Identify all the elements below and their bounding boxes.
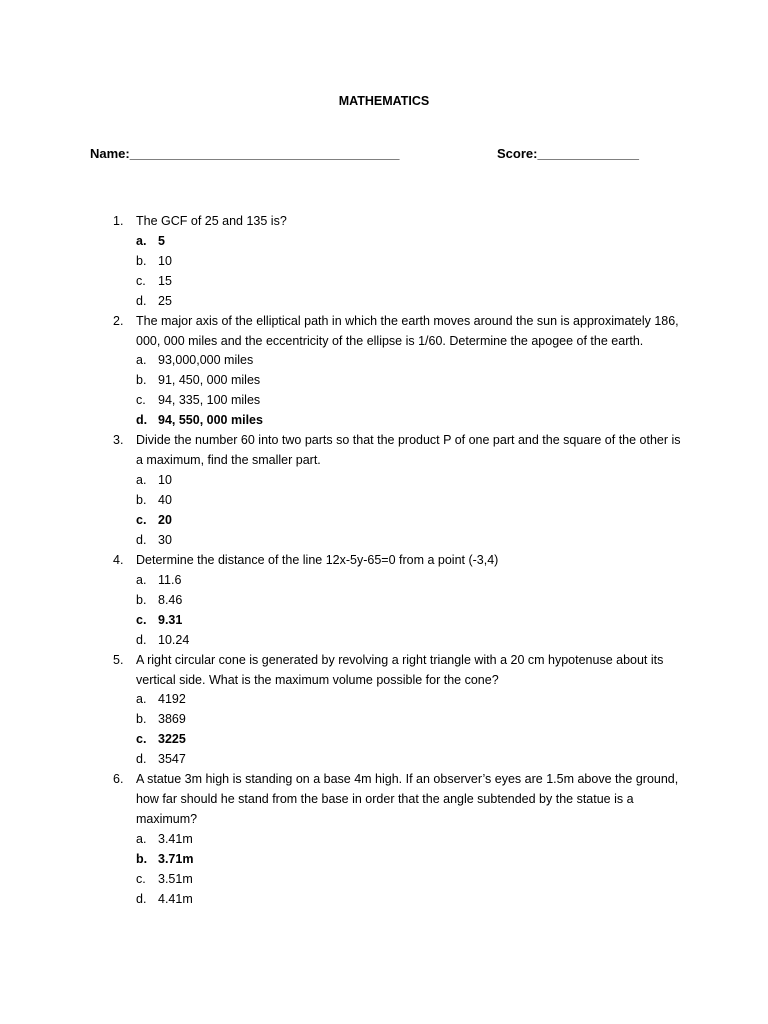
option-text: 91, 450, 000 miles [158,373,261,388]
question-text: Determine the distance of the line 12x-5y-65=0 from a point (-3,4) [136,552,499,567]
answer-option [0,690,768,710]
answer-option [0,571,768,591]
name-blank-line: ________________________________________ [129,146,399,161]
answer-option [0,870,768,890]
answer-option [0,890,768,910]
question-number: 4. [113,552,124,567]
question-number: 6. [113,772,124,787]
question-item [0,770,768,909]
option-text: 3869 [158,712,186,727]
option-text: 3547 [158,752,186,767]
answer-options [0,571,768,651]
answer-option [0,411,768,431]
question-item [0,651,768,771]
answer-option [0,710,768,730]
option-letter: d. [136,532,147,547]
option-letter: d. [136,752,147,767]
option-text: 4.41m [158,891,193,906]
option-text: 10 [158,472,172,487]
option-letter: a. [136,472,147,487]
question-item [0,431,768,551]
answer-option [0,232,768,252]
option-text: 94, 550, 000 miles [158,413,263,428]
option-letter: b. [136,592,147,607]
answer-option [0,491,768,511]
answer-option [0,511,768,531]
option-text: 3.41m [158,831,193,846]
option-letter: d. [136,413,148,428]
question-item [0,312,768,432]
question-number: 3. [113,433,124,448]
score-field [497,146,638,162]
question-text: Divide the number 60 into two parts so that the product P of one part and the square of the other is a maximum, find the smaller part. [136,433,681,468]
option-text: 3.71m [158,851,194,866]
answer-option [0,272,768,292]
answer-option [0,351,768,371]
option-text: 20 [158,512,172,527]
option-letter: c. [136,512,147,527]
option-text: 4192 [158,692,186,707]
option-letter: c. [136,871,146,886]
option-text: 8.46 [158,592,183,607]
option-letter: d. [136,632,147,647]
answer-option [0,730,768,750]
answer-option [0,371,768,391]
option-text: 93,000,000 miles [158,353,254,368]
question-number: 5. [113,652,124,667]
option-letter: c. [136,732,147,747]
answer-options [0,232,768,312]
option-text: 25 [158,293,172,308]
answer-options [0,471,768,551]
score-blank-line: _______________ [537,146,639,161]
option-text: 3225 [158,732,186,747]
question-text: The GCF of 25 and 135 is? [136,214,287,228]
answer-option [0,750,768,770]
answer-option [0,531,768,551]
answer-options [0,690,768,770]
option-text: 10.24 [158,632,190,647]
question-item [0,212,768,312]
option-letter: a. [136,572,147,587]
option-letter: b. [136,492,147,507]
option-text: 9.31 [158,612,183,627]
option-text: 3.51m [158,871,193,886]
answer-option [0,292,768,312]
option-letter: a. [136,233,147,248]
option-text: 30 [158,532,172,547]
option-letter: b. [136,851,148,866]
option-letter: d. [136,293,147,308]
option-letter: a. [136,692,147,707]
option-letter: b. [136,253,147,268]
option-text: 15 [158,273,172,288]
option-text: 5 [158,233,165,248]
answer-option [0,631,768,651]
answer-option [0,850,768,870]
option-text: 40 [158,492,172,507]
option-letter: a. [136,353,147,368]
answer-option [0,611,768,631]
answer-option [0,591,768,611]
answer-option [0,391,768,411]
question-number: 2. [113,313,124,328]
question-item [0,551,768,651]
answer-option [0,252,768,272]
question-list [0,212,768,910]
question-number: 1. [113,214,124,228]
option-text: 94, 335, 100 miles [158,393,261,408]
question-text: A right circular cone is generated by revolving a right triangle with a 20 cm hypotenuse about its vertical side. What is the maximum volume possible for the cone? [136,652,664,687]
score-label: Score: [497,146,538,161]
name-field [90,146,399,162]
answer-option [0,830,768,850]
option-letter: a. [136,831,147,846]
option-text: 11.6 [158,572,182,587]
answer-option [0,471,768,491]
name-label: Name: [90,146,130,161]
answer-options [0,830,768,910]
option-letter: c. [136,273,146,288]
question-text: A statue 3m high is standing on a base 4m high. If an observer’s eyes are 1.5m above the ground, how far should he stand from the base in order that the angle subtended by the statue is a maximum? [136,772,679,826]
option-letter: b. [136,373,147,388]
document-title: MATHEMATICS [338,94,430,108]
option-text: 10 [158,253,172,268]
option-letter: c. [136,612,147,627]
question-text: The major axis of the elliptical path in which the earth moves around the sun is approximately 186, 000, 000 miles and the eccentricity of the ellipse is 1/60. Determine the apogee of the earth. [136,313,679,348]
option-letter: c. [136,393,146,408]
option-letter: b. [136,712,147,727]
answer-options [0,351,768,431]
option-letter: d. [136,891,147,906]
